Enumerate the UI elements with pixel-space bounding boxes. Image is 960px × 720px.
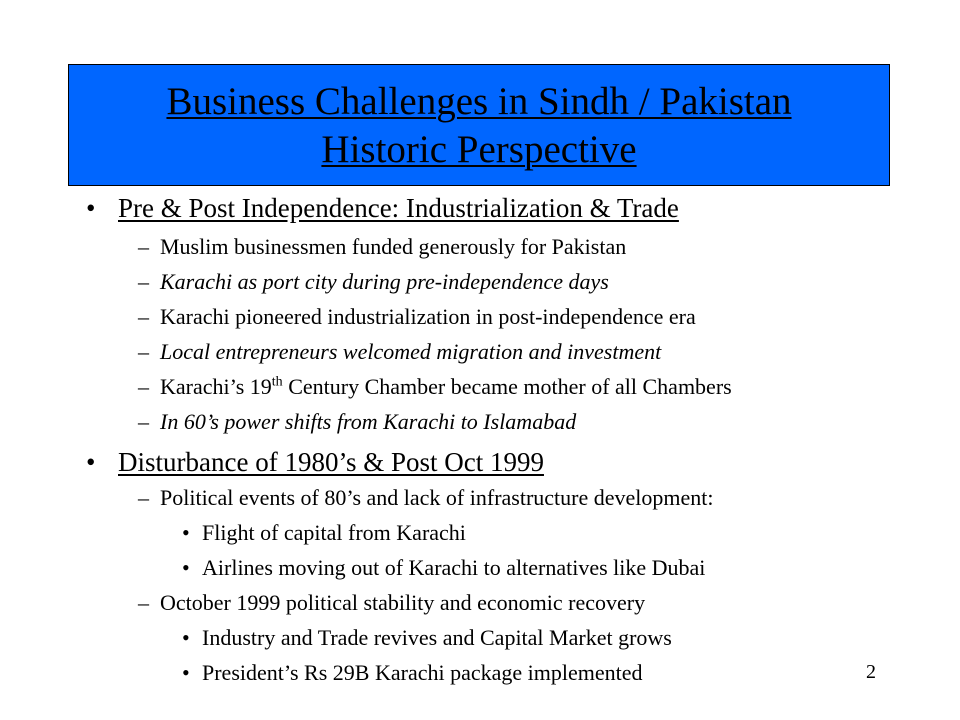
list-item: – Local entrepreneurs welcomed migration and investment: [138, 339, 662, 364]
section-heading-2: • Disturbance of 1980’s & Post Oct 1999: [86, 447, 544, 477]
sub-list-item: • Airlines moving out of Karachi to alternatives like Dubai: [182, 555, 706, 580]
bullet-icon: •: [182, 520, 190, 545]
list-item: – Karachi’s 19th Century Chamber became mother of all Chambers: [138, 374, 732, 399]
list-item: – Muslim businessmen funded generously for Pakistan: [138, 234, 627, 259]
list-item: – Karachi as port city during pre-independence days: [138, 269, 609, 294]
page-number: 2: [866, 661, 876, 683]
section-heading-1: • Pre & Post Independence: Industrialization & Trade: [86, 193, 679, 223]
bullet-icon: •: [182, 660, 190, 685]
bullet-icon: •: [86, 193, 96, 223]
dash-icon: –: [138, 304, 149, 329]
bullet-icon: •: [86, 447, 96, 477]
sub-list-item: • Industry and Trade revives and Capital Market grows: [182, 625, 672, 650]
dash-icon: –: [138, 409, 149, 434]
dash-icon: –: [138, 234, 149, 259]
dash-icon: –: [138, 339, 149, 364]
title-box: [68, 64, 890, 186]
dash-icon: –: [138, 485, 149, 510]
dash-icon: –: [138, 269, 149, 294]
bullet-icon: •: [182, 625, 190, 650]
sub-list-item: • President’s Rs 29B Karachi package implemented: [182, 660, 643, 685]
bullet-icon: •: [182, 555, 190, 580]
slide-title: Business Challenges in Sindh / Pakistan: [166, 80, 792, 123]
slide-subtitle: Historic Perspective: [321, 128, 637, 171]
dash-icon: –: [138, 590, 149, 615]
list-item: – Political events of 80’s and lack of infrastructure development:: [138, 485, 714, 510]
list-item: – In 60’s power shifts from Karachi to Islamabad: [138, 409, 577, 434]
list-item: – October 1999 political stability and economic recovery: [138, 590, 646, 615]
list-item: – Karachi pioneered industrialization in post-independence era: [138, 304, 696, 329]
sub-list-item: • Flight of capital from Karachi: [182, 520, 466, 545]
dash-icon: –: [138, 374, 149, 399]
